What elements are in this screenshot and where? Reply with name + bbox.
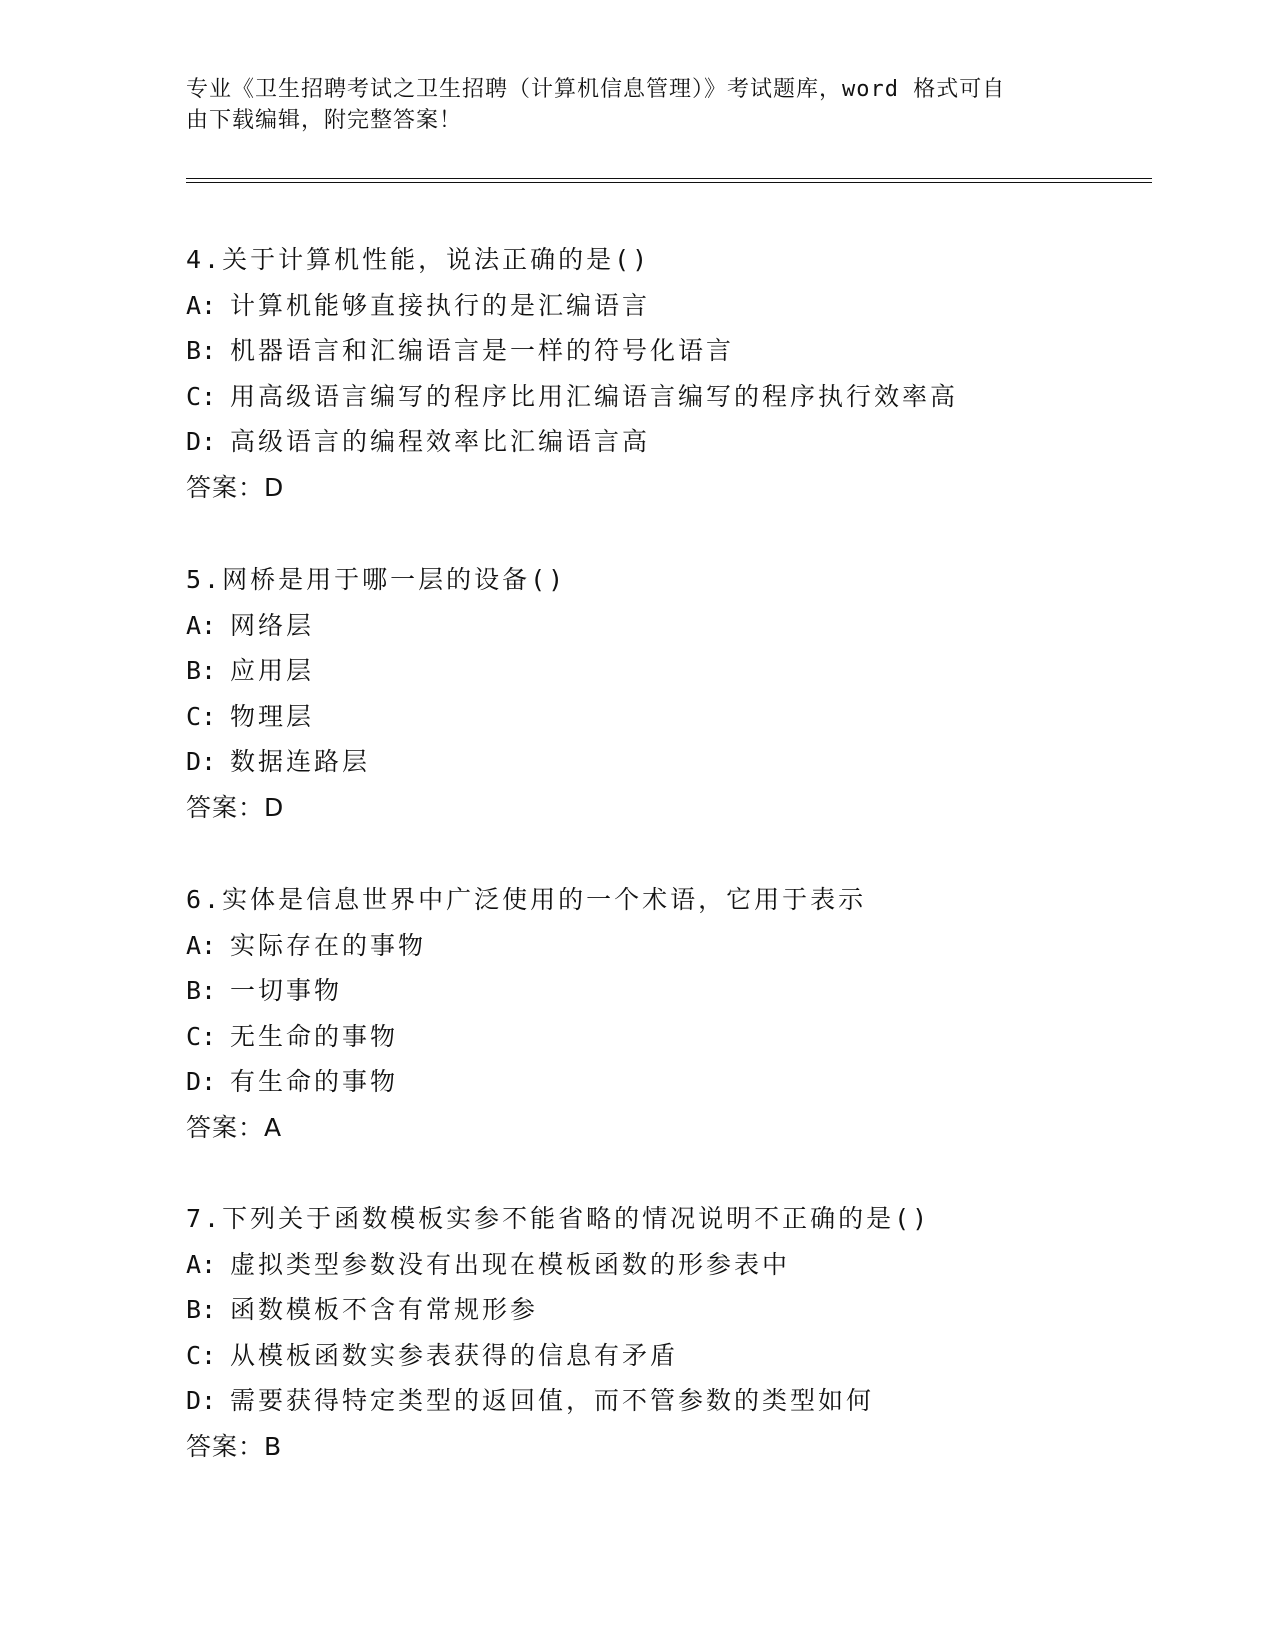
option-text: 机器语言和汇编语言是一样的符号化语言 [230, 336, 735, 365]
option-text: 从模板函数实参表获得的信息有矛盾 [230, 1340, 679, 1370]
option-text: 应用层 [230, 656, 315, 685]
header-divider-top [186, 178, 1152, 179]
option-a [186, 603, 1166, 649]
option-text: 虚拟类型参数没有出现在模板函数的形参表中 [230, 1249, 791, 1279]
option-letter: B: [186, 976, 217, 1005]
question-stem: 4.关于计算机性能，说法正确的是() [186, 245, 651, 274]
option-a [186, 1242, 1166, 1288]
option-d [186, 419, 1166, 465]
answer-line: 答案：A [186, 1112, 283, 1142]
option-letter: D: [186, 1067, 217, 1096]
option-letter: A: [186, 610, 217, 640]
option-b [186, 968, 1166, 1014]
question-stem: 6.实体是信息世界中广泛使用的一个术语，它用于表示 [186, 885, 867, 914]
option-text: 需要获得特定类型的返回值，而不管参数的类型如何 [230, 1386, 875, 1415]
option-letter: A: [186, 290, 217, 320]
option-text: 有生命的事物 [230, 1067, 399, 1096]
option-text: 网络层 [230, 610, 315, 640]
option-c [186, 374, 1166, 420]
option-text: 高级语言的编程效率比汇编语言高 [230, 427, 651, 456]
option-c [186, 1333, 1166, 1379]
question-block [186, 237, 1166, 510]
option-letter: C: [186, 381, 217, 411]
option-text: 物理层 [230, 701, 315, 731]
option-d [186, 1378, 1166, 1424]
option-letter: D: [186, 427, 217, 456]
question-stem: 5.网桥是用于哪一层的设备() [186, 565, 567, 594]
option-letter: D: [186, 1386, 217, 1415]
document-header [186, 74, 1066, 136]
option-text: 实际存在的事物 [230, 930, 427, 960]
option-a [186, 283, 1166, 329]
option-d [186, 739, 1166, 785]
option-text: 一切事物 [230, 976, 343, 1005]
answer-line: 答案：B [186, 1431, 283, 1461]
option-letter: C: [186, 701, 217, 731]
option-text: 函数模板不含有常规形参 [230, 1295, 539, 1324]
option-letter: A: [186, 1249, 217, 1279]
answer-line: 答案：D [186, 472, 285, 502]
option-letter: A: [186, 930, 217, 960]
option-b [186, 648, 1166, 694]
option-a [186, 923, 1166, 969]
header-line-1: 专业《卫生招聘考试之卫生招聘（计算机信息管理）》考试题库，word 格式可自 [186, 77, 1006, 102]
question-block [186, 1196, 1166, 1469]
option-text: 数据连路层 [230, 747, 371, 776]
option-letter: B: [186, 336, 217, 365]
answer-line: 答案：D [186, 792, 285, 822]
option-letter: D: [186, 747, 217, 776]
header-divider-bottom [186, 182, 1152, 183]
option-letter: C: [186, 1340, 217, 1370]
option-letter: B: [186, 1295, 217, 1324]
option-b [186, 1287, 1166, 1333]
option-text: 无生命的事物 [230, 1021, 399, 1051]
question-block [186, 877, 1166, 1150]
question-stem: 7.下列关于函数模板实参不能省略的情况说明不正确的是() [186, 1204, 931, 1233]
option-c [186, 1014, 1166, 1060]
option-b [186, 328, 1166, 374]
question-block [186, 557, 1166, 830]
option-letter: B: [186, 656, 217, 685]
option-text: 计算机能够直接执行的是汇编语言 [230, 290, 651, 320]
option-c [186, 694, 1166, 740]
option-letter: C: [186, 1021, 217, 1051]
option-text: 用高级语言编写的程序比用汇编语言编写的程序执行效率高 [230, 381, 959, 411]
option-d [186, 1059, 1166, 1105]
header-line-2: 由下载编辑，附完整答案！ [186, 108, 463, 133]
